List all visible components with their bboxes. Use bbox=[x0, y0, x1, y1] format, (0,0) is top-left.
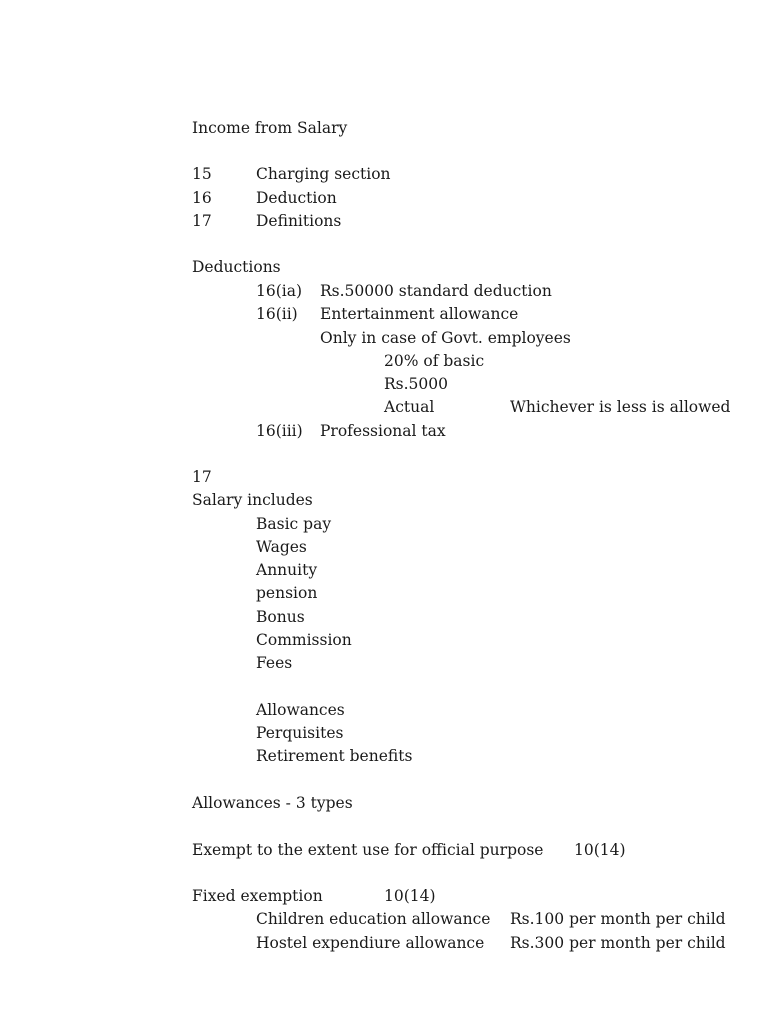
allowance-label: Hostel expendiure allowance bbox=[256, 934, 485, 952]
salary-item: pension bbox=[256, 584, 318, 602]
salary-item: Bonus bbox=[256, 608, 305, 626]
deduction-limit-item: 20% of basic bbox=[384, 352, 485, 370]
section-number: 15 bbox=[192, 165, 212, 183]
salary-item: Perquisites bbox=[256, 724, 344, 742]
salary-section-number: 17 bbox=[192, 468, 212, 486]
allowance-value: Rs.100 per month per child bbox=[510, 910, 726, 928]
section-number: 16 bbox=[192, 189, 212, 207]
deduction-code: 16(ia) bbox=[256, 282, 303, 300]
section-label: Charging section bbox=[256, 165, 391, 183]
section-number: 17 bbox=[192, 212, 212, 230]
fixed-exemption-code: 10(14) bbox=[384, 887, 436, 905]
salary-item: Commission bbox=[256, 631, 352, 649]
allowance-label: Children education allowance bbox=[256, 910, 491, 928]
salary-item: Retirement benefits bbox=[256, 747, 413, 765]
deduction-code: 16(iii) bbox=[256, 422, 303, 440]
deduction-text: Professional tax bbox=[320, 422, 446, 440]
salary-item: Basic pay bbox=[256, 515, 332, 533]
salary-heading: Salary includes bbox=[192, 491, 313, 509]
salary-item: Allowances bbox=[256, 701, 345, 719]
allowances-types: Allowances - 3 types bbox=[192, 794, 353, 812]
exempt-code: 10(14) bbox=[574, 841, 626, 859]
deduction-text: Rs.50000 standard deduction bbox=[320, 282, 552, 300]
salary-item: Annuity bbox=[256, 561, 318, 579]
deductions-heading: Deductions bbox=[192, 258, 281, 276]
deduction-limit-item: Rs.5000 bbox=[384, 375, 448, 393]
deduction-text: Entertainment allowance bbox=[320, 305, 519, 323]
deduction-limit-item: Actual bbox=[384, 398, 435, 416]
deduction-code: 16(ii) bbox=[256, 305, 298, 323]
exempt-text: Exempt to the extent use for official purpose bbox=[192, 841, 544, 859]
page-title: Income from Salary bbox=[192, 119, 348, 137]
fixed-exemption-label: Fixed exemption bbox=[192, 887, 323, 905]
deduction-note: Only in case of Govt. employees bbox=[320, 329, 571, 347]
section-label: Deduction bbox=[256, 189, 337, 207]
section-label: Definitions bbox=[256, 212, 342, 230]
allowance-value: Rs.300 per month per child bbox=[510, 934, 726, 952]
salary-item: Wages bbox=[256, 538, 307, 556]
deduction-rule: Whichever is less is allowed bbox=[510, 398, 731, 416]
salary-item: Fees bbox=[256, 654, 293, 672]
